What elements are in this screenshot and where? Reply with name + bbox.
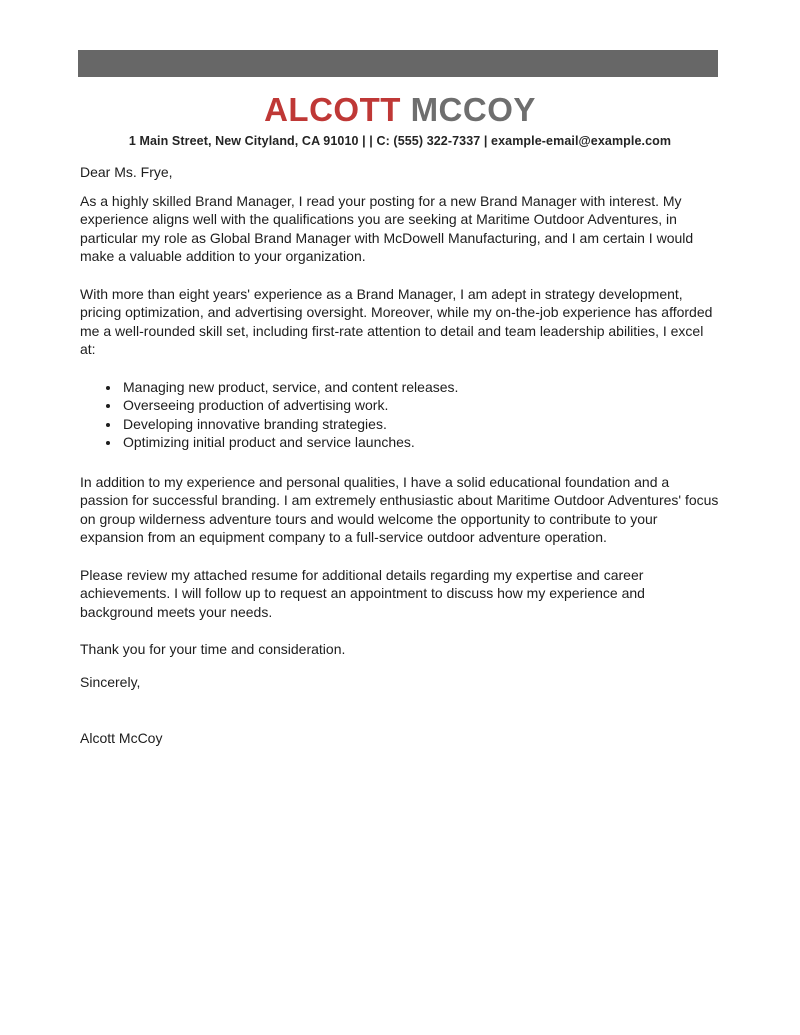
bullet-item: • Developing innovative branding strategies. [121,415,720,434]
applicant-last-name: MCCOY [410,91,536,128]
letter-body [80,163,720,767]
contact-info-line: 1 Main Street, New Cityland, CA 91010 | | C: (555) 322-7337 | example-email@example.com [128,134,672,148]
paragraph-experience: With more than eight years' experience as a Brand Manager, I am adept in strategy development, pricing optimization, and advertising oversight. Moreover, while my on-the-job experience has afforded me a well-rounded skill set, including first-rate attention to detail and team leadership abilities, I excel at: [80,285,713,357]
paragraph-intro: As a highly skilled Brand Manager, I read your posting for a new Brand Manager with interest. My experience aligns well with the qualifications you are seeking at Maritime Outdoor Adventures, in particular my role as Global Brand Manager with McDowell Manufacturing, and I am certain I would make a valuable addition to your organization. [80,192,694,264]
salutation: Dear Ms. Frye, [80,164,173,180]
paragraph-follow-up: Please review my attached resume for additional details regarding my expertise and career achievements. I will follow up to request an appointment to discuss how my experience and background meets your needs. [80,566,645,620]
bullet-item: • Managing new product, service, and content releases. [121,378,720,397]
applicant-first-name: ALCOTT [264,91,401,128]
valediction: Sincerely, [80,673,141,690]
page-title [0,90,800,130]
paragraph-education: In addition to my experience and personal qualities, I have a solid educational foundation and a passion for successful branding. I am extremely enthusiastic about Maritime Outdoor Adventures' focus on group wilderness adventure tours and would welcome the opportunity to contribute to your expansion from an equipment company to a full-service outdoor adventure operation. [80,473,719,545]
thank-you-line: Thank you for your time and consideration. [80,641,346,657]
header-accent-bar [78,50,718,77]
skills-bullet-list [80,378,720,452]
signature-name: Alcott McCoy [80,730,163,746]
bullet-item: • Optimizing initial product and service launches. [121,433,720,452]
bullet-item: • Overseeing production of advertising work. [121,396,720,415]
